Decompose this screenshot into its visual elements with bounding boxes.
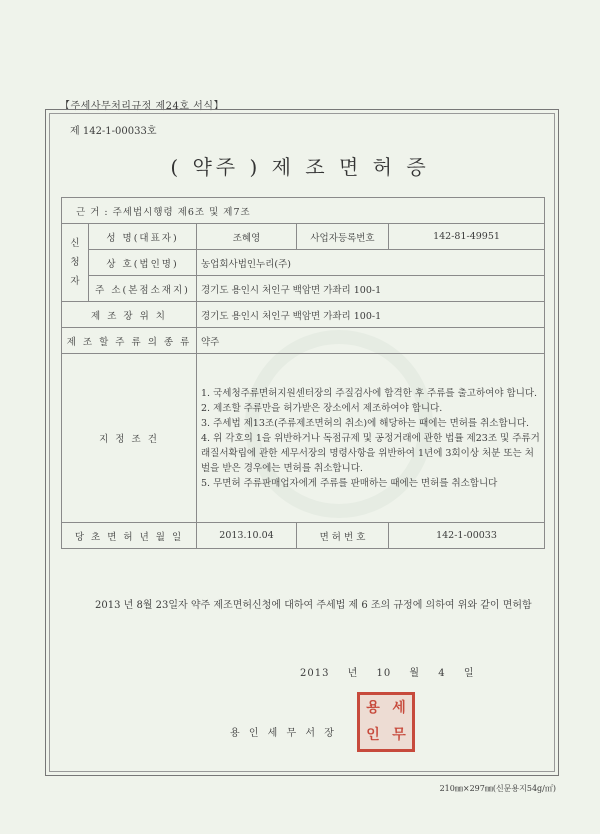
- condition-item: 4. 위 각호의 1을 위반하거나 독점규제 및 공정거래에 관한 법률 제23조 및 주류거래질서확립에 관한 세무서장의 명령사항을 위반하여 1년에 3회이상 처분 또는 처벌을 받은 경우에는 면허를 취소합니다.: [201, 432, 540, 474]
- issuer-name: 용 인 세 무 서 장: [230, 728, 337, 739]
- conditions-row: [62, 354, 545, 523]
- bizno-value: 142-81-49951: [389, 224, 545, 250]
- bizno-label: 사업자등록번호: [297, 224, 389, 250]
- condition-item: 2. 제조할 주류만을 허가받은 장소에서 제조하여야 합니다.: [201, 402, 443, 414]
- applicant-group-label: 신 청 자: [62, 224, 89, 302]
- liquor-type-label: 제 조 할 주 류 의 종 류: [62, 328, 197, 354]
- issue-year-unit: 년: [347, 668, 359, 679]
- liquor-type-row: [62, 328, 545, 354]
- license-date-value: 2013.10.04: [197, 523, 297, 549]
- applicant-address-row: [62, 276, 545, 302]
- applicant-name-row: [62, 224, 545, 250]
- applicant-company-row: [62, 250, 545, 276]
- address-label: 주 소(본점소재지): [89, 276, 197, 302]
- issue-month-unit: 월: [409, 668, 421, 679]
- company-value: 농업회사법인누리(주): [197, 250, 545, 276]
- basis-row: [62, 198, 545, 224]
- official-seal-stamp: 용 세 인 무: [357, 692, 415, 752]
- license-no-label: 면 허 번 호: [297, 523, 389, 549]
- factory-row: [62, 302, 545, 328]
- license-table: [61, 197, 545, 549]
- license-statement: 2013 년 8월 23일자 약주 제조면허신청에 대하여 주세법 제 6 조의 규정에 의하여 위와 같이 면허함: [95, 600, 532, 611]
- issue-date: [300, 664, 489, 679]
- paper-spec: 210㎜×297㎜(신문용지54g/㎡): [439, 784, 556, 793]
- condition-item: 1. 국세청주류면허지원센터장의 주질검사에 합격한 후 주류를 출고하여야 합니다.: [201, 387, 538, 399]
- factory-label: 제 조 장 위 치: [62, 302, 197, 328]
- issue-day-unit: 일: [463, 668, 475, 679]
- address-value: 경기도 용인시 처인구 백암면 가좌리 100-1: [197, 276, 545, 302]
- liquor-type-value: 약주: [197, 328, 545, 354]
- issue-day: 4: [438, 668, 446, 679]
- factory-value: 경기도 용인시 처인구 백암면 가좌리 100-1: [197, 302, 545, 328]
- document-number: 제 142-1-00033호: [70, 126, 157, 137]
- issue-month: 10: [376, 668, 392, 679]
- name-label: 성 명(대표자): [89, 224, 197, 250]
- condition-item: 5. 무면허 주류판매업자에게 주류를 판매하는 때에는 면허를 취소합니다: [201, 477, 498, 489]
- license-date-row: [62, 523, 545, 549]
- issue-year: 2013: [300, 668, 330, 679]
- conditions-label: 지 정 조 건: [62, 354, 197, 523]
- condition-item: 3. 주세법 제13조(주류제조면허의 취소)에 해당하는 때에는 면허를 취소합니다.: [201, 417, 530, 429]
- form-tag: 【주세사무처리규정 제24호 서식】: [60, 101, 225, 112]
- name-value: 조혜영: [197, 224, 297, 250]
- license-no-value: 142-1-00033: [389, 523, 545, 549]
- company-label: 상 호(법인명): [89, 250, 197, 276]
- license-date-label: 당 초 면 허 년 월 일: [62, 523, 197, 549]
- basis-text: 근 거 : 주세법시행령 제6조 및 제7조: [62, 198, 545, 224]
- page-title: ( 약주 ) 제 조 면 허 증: [170, 155, 430, 179]
- conditions-list: [197, 354, 545, 523]
